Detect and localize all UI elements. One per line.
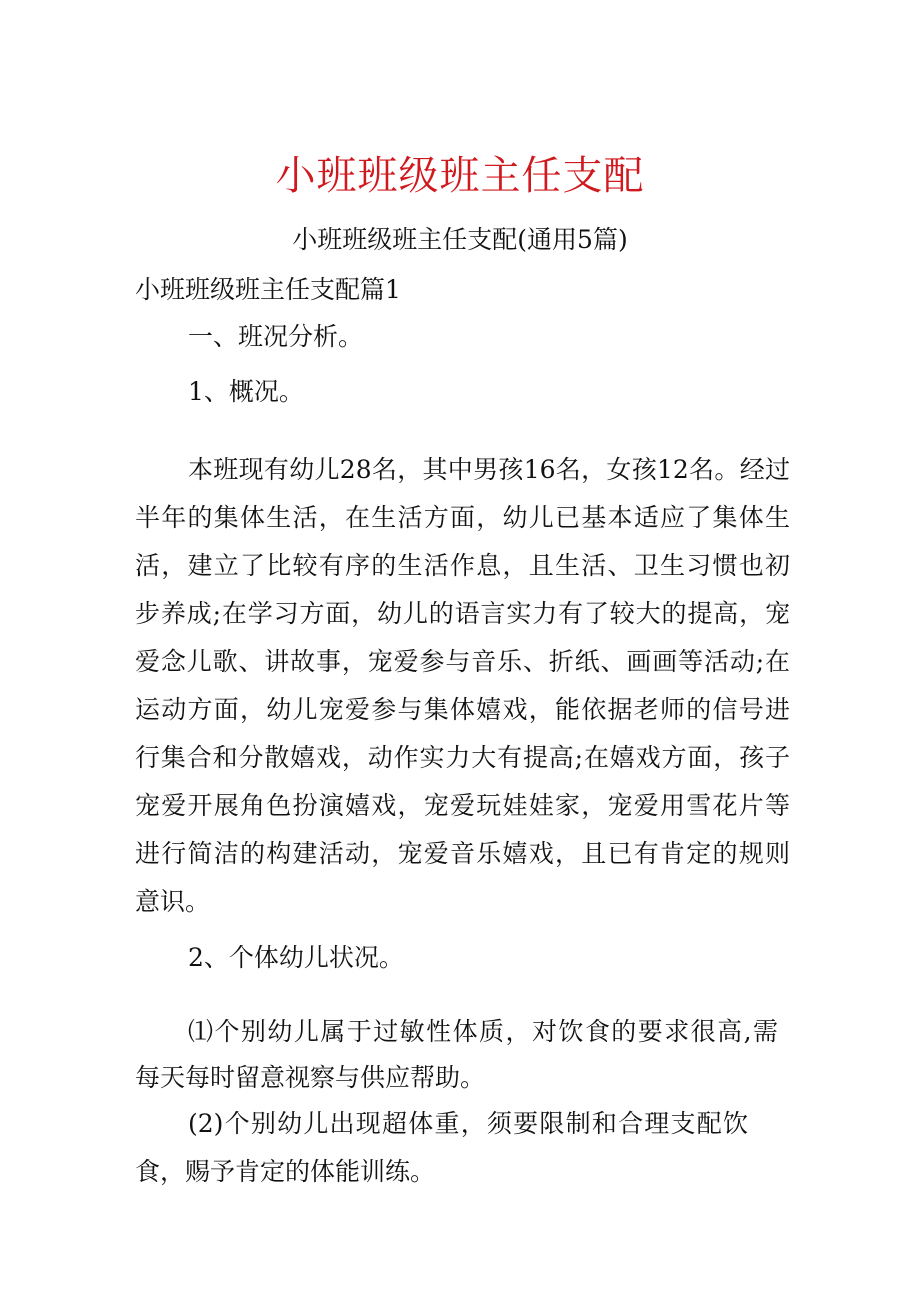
paragraph-line: 活，建立了比较有序的生活作息，且生活、卫生习惯也初 — [135, 551, 790, 580]
paragraph-line: 半年的集体生活，在生活方面，幼儿已基本适应了集体生 — [135, 503, 790, 532]
paragraph-line: 进行简洁的构建活动，宠爱音乐嬉戏，且已有肯定的规则 — [135, 839, 790, 868]
item-individual-children: 2、个体幼儿状况。 — [188, 943, 404, 972]
paragraph-line: (2)个别幼儿出现超体重，须要限制和合理支配饮 — [188, 1109, 748, 1138]
paragraph-line: 本班现有幼儿28名，其中男孩16名，女孩12名。经过 — [188, 455, 790, 484]
paragraph-line: 宠爱开展角色扮演嬉戏，宠爱玩娃娃家，宠爱用雪花片等 — [135, 791, 790, 820]
paragraph-line: 步养成;在学习方面，幼儿的语言实力有了较大的提高，宠 — [135, 599, 790, 628]
heading-class-analysis: 一、班况分析。 — [188, 322, 364, 351]
document-title: 小班班级班主任支配 — [275, 153, 645, 199]
paragraph-line: 意识。 — [135, 887, 211, 916]
paragraph-line: 行集合和分散嬉戏，动作实力大有提高;在嬉戏方面，孩子 — [135, 743, 790, 772]
item-overview: 1、概况。 — [188, 377, 304, 406]
paragraph-line: 食，赐予肯定的体能训练。 — [135, 1157, 436, 1186]
paragraph-line: 每天每时留意视察与供应帮助。 — [135, 1063, 486, 1092]
paragraph-line: ⑴个别幼儿属于过敏性体质，对饮食的要求很高,需 — [188, 1017, 778, 1046]
section-title: 小班班级班主任支配篇1 — [135, 275, 401, 304]
paragraph-line: 运动方面，幼儿宠爱参与集体嬉戏，能依据老师的信号进 — [135, 695, 790, 724]
paragraph-line: 爱念儿歌、讲故事，宠爱参与音乐、折纸、画画等活动;在 — [135, 647, 790, 676]
document-subtitle: 小班班级班主任支配(通用5篇) — [292, 225, 628, 254]
